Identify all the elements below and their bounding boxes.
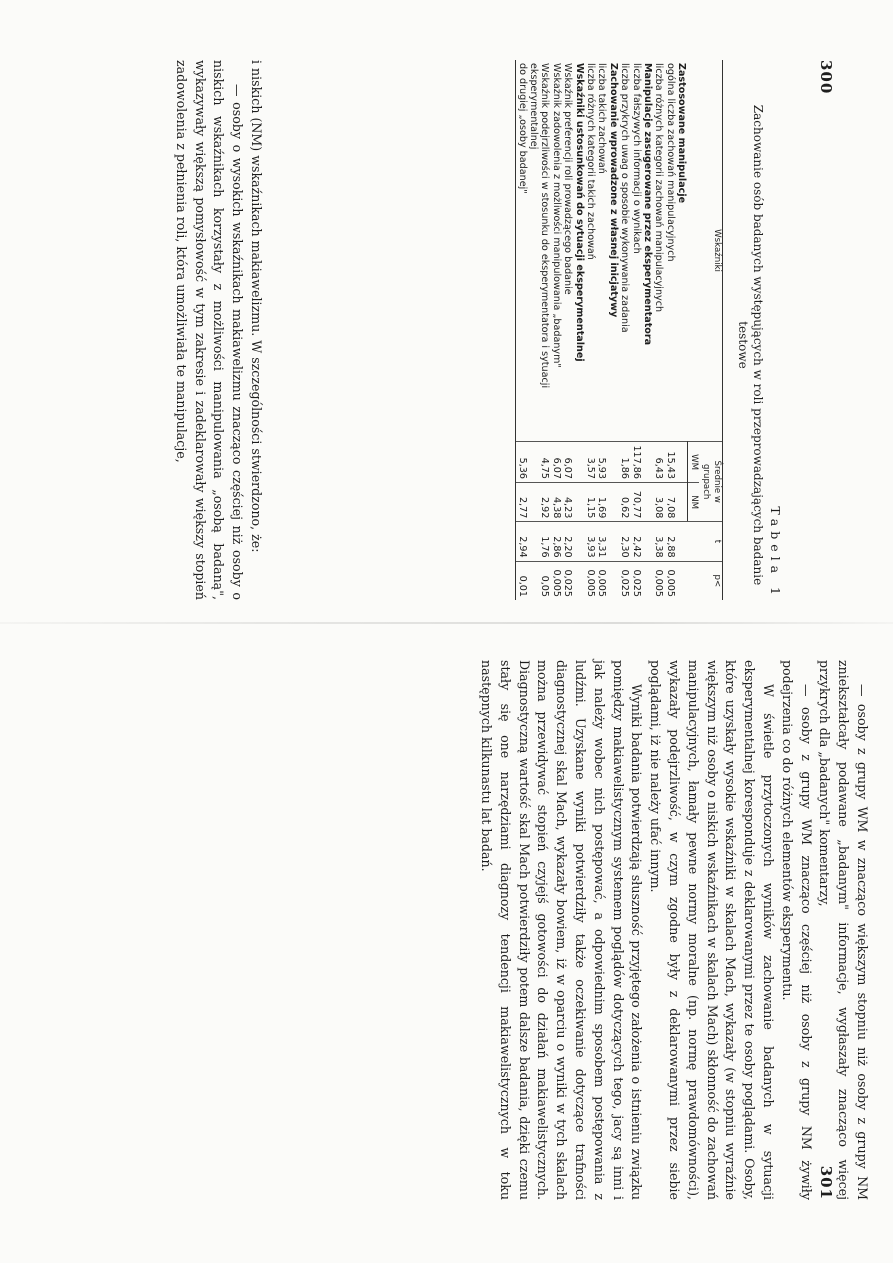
table-cell-nm: 7,08: [664, 483, 675, 522]
table-cell-indicator: liczba różnych kategorii zachowań manipulacyjnych: [653, 63, 665, 313]
empty-cell: [573, 561, 584, 600]
table-cell-p: 0,005: [596, 561, 607, 600]
table-cell-wm: 6,07: [550, 442, 561, 483]
empty-cell: [642, 483, 653, 522]
table-cell-wm: 5,93: [596, 442, 607, 483]
table-cell-wm: 1,86: [619, 442, 630, 483]
table-section-label: Zastosowane manipulacje: [676, 63, 688, 204]
empty-cell: [573, 522, 584, 561]
empty-cell: [573, 483, 584, 522]
table-body: [516, 60, 688, 600]
table-cell-indicator: Wskaźnik podejrzliwości w stosunku do eksperymentatora i sytuacji eksperymentalnej: [528, 63, 551, 389]
table-caption: Zachowanie osób badanych występujących w roli przeprowadzających badanie testowe: [736, 104, 765, 586]
table-cell-t: 1,76: [528, 522, 551, 561]
table-cell-p: 0,05: [528, 561, 551, 600]
left-body-text: [171, 60, 265, 600]
table-cell-nm: 3,08: [653, 483, 664, 522]
table-cell-indicator: liczba różnych kategorii takich zachowań: [585, 63, 597, 260]
table-cell-nm: 0,62: [619, 483, 630, 522]
table-cell-p: 0,025: [562, 561, 573, 600]
empty-cell: [642, 442, 653, 483]
table-cell-t: 3,38: [653, 522, 664, 561]
table-section-label: Zachowanie wprowadzone z własnej inicjatywy: [607, 63, 619, 318]
table-row: [664, 60, 675, 600]
paragraph: Wyniki badania potwierdzają słuszność przyjętego założenia o istnieniu związku pomiędzy makiawelistycznym systemem poglądów dotyczących tego, jacy są inni i jak należy wobec nich postępować, a odpowiednim sposobem postępowania z ludźmi. Uzyskane wyniki potwierdziły także oczekiwanie dotyczące trafności diagnostycznej skal Mach, wykazały bowiem, iż w oparciu o wyniki w tych skalach można przewidywać stopień czyjejś gotowości do działań makiawelistycznych. Diagnostyczną wartość skal Mach potwierdziły potem dalsze badania, dzięki czemu stały się one narzędziami diagnozy tendencji makiawelistycznych w toku następnych kilkunastu lat badań.: [479, 660, 645, 1200]
table-cell-indicator: liczba fałszywych informacji o wynikach: [630, 63, 642, 254]
empty-cell: [642, 561, 653, 600]
table-cell-nm: 4,23: [562, 483, 573, 522]
table-section-row: [607, 60, 618, 600]
table-cell-nm: 2,77: [516, 483, 528, 522]
table-cell-indicator: Wskaźnik zadowolenia z możliwości manipulowania „badanym": [550, 63, 562, 368]
table-cell-p: 0,01: [516, 561, 528, 600]
table-cell-p: 0,005: [664, 561, 675, 600]
table-cell-p: 0,005: [585, 561, 596, 600]
table-cell-wm: 6,07: [562, 442, 573, 483]
col-header-wm: WM: [687, 442, 699, 483]
table-row: [528, 60, 551, 600]
table-cell-wm: 4,75: [528, 442, 551, 483]
table-section-label: Manipulacje zasugerowane przez eksperymentatora: [642, 63, 654, 346]
table-cell-t: 2,30: [619, 522, 630, 561]
table-cell-t: 2,42: [630, 522, 641, 561]
table-cell-nm: 1,15: [585, 483, 596, 522]
table-cell-wm: 5,36: [516, 442, 528, 483]
table-row: [619, 60, 630, 600]
table-cell-wm: 117,86: [630, 442, 641, 483]
table-row: [562, 60, 573, 600]
table-cell-wm: 3,57: [585, 442, 596, 483]
table-cell-indicator: liczba przykrych uwag o sposobie wykonywania zadania: [619, 63, 631, 333]
col-header-t: t: [687, 522, 722, 561]
page-number-right: 301: [817, 1165, 835, 1200]
table-cell-t: 3,93: [585, 522, 596, 561]
paragraph: W świetle przytoczonych wyników zachowanie badanych w sytuacji eksperymentalnej koresponduje z deklarowanymi przez te osoby poglądami. Osoby, które uzyskały wysokie wskaźniki w skalach Mach, wykazały (w stopniu wyraźnie większym niż osoby o niskich wskaźnikach w skalach Mach) skłonność do zachowań manipulacyjnych, łamały pewne normy moralne (np. normę prawdomówności), wykazały podejrzliwość, w czym zgodne były z deklarowanymi przez siebie poglądami, iż nie należy ufać innym.: [648, 660, 777, 1200]
table-cell-t: 2,20: [562, 522, 573, 561]
empty-cell: [607, 561, 618, 600]
table-section-row: [573, 60, 584, 600]
table-cell-t: 2,86: [550, 522, 561, 561]
table-cell-nm: 1,69: [596, 483, 607, 522]
table-cell-t: 3,31: [596, 522, 607, 561]
results-table: [515, 60, 723, 600]
table-cell-p: 0,005: [653, 561, 664, 600]
table-cell-p: 0,005: [550, 561, 561, 600]
table-cell-nm: 70,77: [630, 483, 641, 522]
table-row: [630, 60, 641, 600]
table-label: Tabela 1: [768, 506, 783, 600]
table-cell-p: 0,025: [619, 561, 630, 600]
empty-cell: [676, 522, 687, 561]
empty-cell: [573, 442, 584, 483]
table-cell-wm: 6,43: [653, 442, 664, 483]
table-cell-indicator: liczba takich zachowań: [596, 63, 608, 174]
empty-cell: [676, 442, 687, 483]
table-cell-nm: 4,38: [550, 483, 561, 522]
table-cell-indicator: Wskaźnik preferencji roli prowadzącego badanie: [562, 63, 574, 295]
table-cell-t: 2,94: [516, 522, 528, 561]
col-header-indicator: Wskaźniki: [687, 60, 722, 442]
table-cell-indicator: do drugiej „osoby badanej": [516, 60, 528, 442]
empty-cell: [607, 442, 618, 483]
page-number-left: 300: [817, 60, 835, 95]
right-body-text: [476, 660, 871, 1200]
table-cell-p: 0,025: [630, 561, 641, 600]
table-cell-t: 2,88: [664, 522, 675, 561]
table-row: [516, 60, 528, 600]
table-row: [550, 60, 561, 600]
table-cell-wm: 15,43: [664, 442, 675, 483]
table-cell-indicator: ogólna liczba zachowań manipulacyjnych: [664, 63, 676, 262]
table-row: [653, 60, 664, 600]
col-header-p: p<: [687, 561, 722, 600]
table-cell-nm: 2,92: [528, 483, 551, 522]
table-section-label: Wskaźniki ustosunkowań do sytuacji eksperymentalnej: [573, 63, 585, 362]
table-row: [596, 60, 607, 600]
paragraph: i niskich (NM) wskaźnikach makiawelizmu. W szczególności stwierdzono, że:: [249, 60, 264, 553]
paragraph: — osoby o wysokich wskaźnikach makiawelizmu znacząco częściej niż osoby o niskich wskaźnikach korzystały z możliwości manipulowania „osobą badaną", wykazywały większą pomysłowość w tym zakresie i zadeklarowały większy stopień zadowolenia z pełnienia roli, która umożliwiała te manipulacje,: [173, 60, 246, 600]
empty-cell: [642, 522, 653, 561]
empty-cell: [676, 483, 687, 522]
table-section-row: [642, 60, 653, 600]
empty-cell: [607, 522, 618, 561]
page-fold-divider: [0, 622, 893, 624]
col-header-means: Średnie w grupach: [699, 442, 722, 522]
paragraph: — osoby z grupy WM w znacząco większym stopniu niż osoby z grupy NM zniekształcały podawane „badanym" informacje, wygłaszały znacząco więcej przykrych dla „badanych" komentarzy,: [817, 660, 870, 1200]
table-section-row: [676, 60, 687, 600]
paragraph: — osoby z grupy WM znacząco częściej niż osoby z grupy NM żywiły podejrzenia co do różnych elementów eksperymentu.: [779, 660, 814, 1200]
col-header-nm: NM: [687, 483, 699, 522]
table-row: [585, 60, 596, 600]
empty-cell: [676, 561, 687, 600]
empty-cell: [607, 483, 618, 522]
